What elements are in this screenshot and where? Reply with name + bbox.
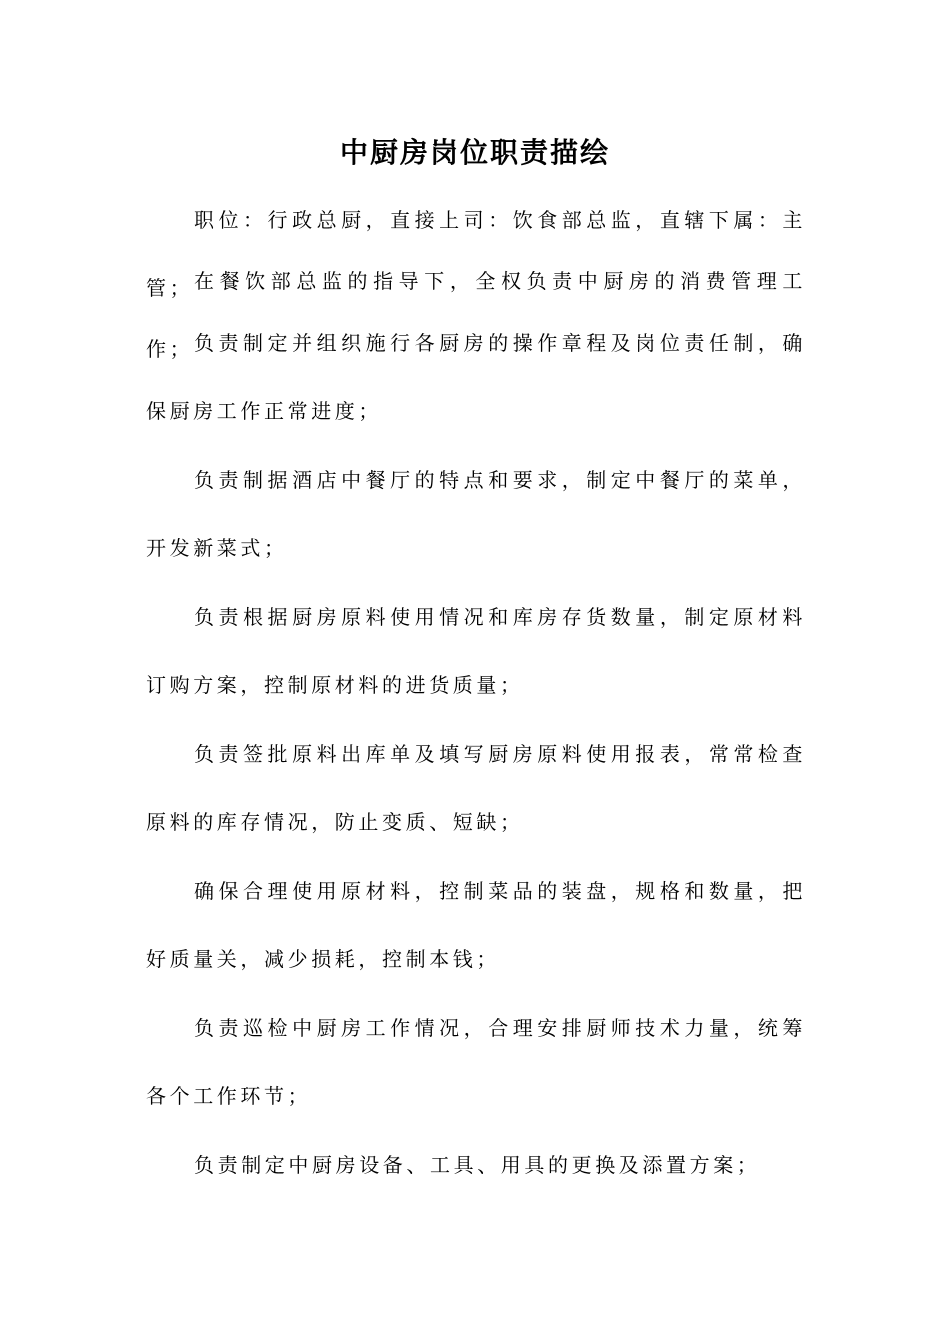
paragraph-overall-responsibility: 在餐饮部总监的指导下，全权负责中厨房的消费管理工作； xyxy=(146,269,806,361)
paragraph-kitchen-inspection: 负责巡检中厨房工作情况，合理安排厨师技术力量，统筹各个工作环节； xyxy=(146,1016,806,1108)
paragraph-position-info: 职位：行政总厨，直接上司：饮食部总监，直辖下属：主管； xyxy=(146,208,806,300)
paragraph-equipment-plan: 负责制定中厨房设备、工具、用具的更换及添置方案； xyxy=(194,1153,761,1177)
paragraph-operating-rules: 负责制定并组织施行各厨房的操作章程及岗位责任制，确保厨房工作正常进度； xyxy=(146,331,806,423)
paragraph-purchasing-plan: 负责根据厨房原料使用情况和库房存货数量，制定原材料订购方案，控制原材料的进货质量； xyxy=(146,605,806,697)
paragraph-inventory-control: 负责签批原料出库单及填写厨房原料使用报表，常常检查原料的库存情况，防止变质、短缺； xyxy=(146,742,806,834)
document-title: 中厨房岗位职责描绘 xyxy=(339,136,610,169)
paragraph-cost-control: 确保合理使用原材料，控制菜品的装盘，规格和数量，把好质量关，减少损耗，控制本钱； xyxy=(146,879,806,971)
paragraph-menu-planning: 负责制据酒店中餐厅的特点和要求，制定中餐厅的菜单，开发新菜式； xyxy=(146,468,806,560)
